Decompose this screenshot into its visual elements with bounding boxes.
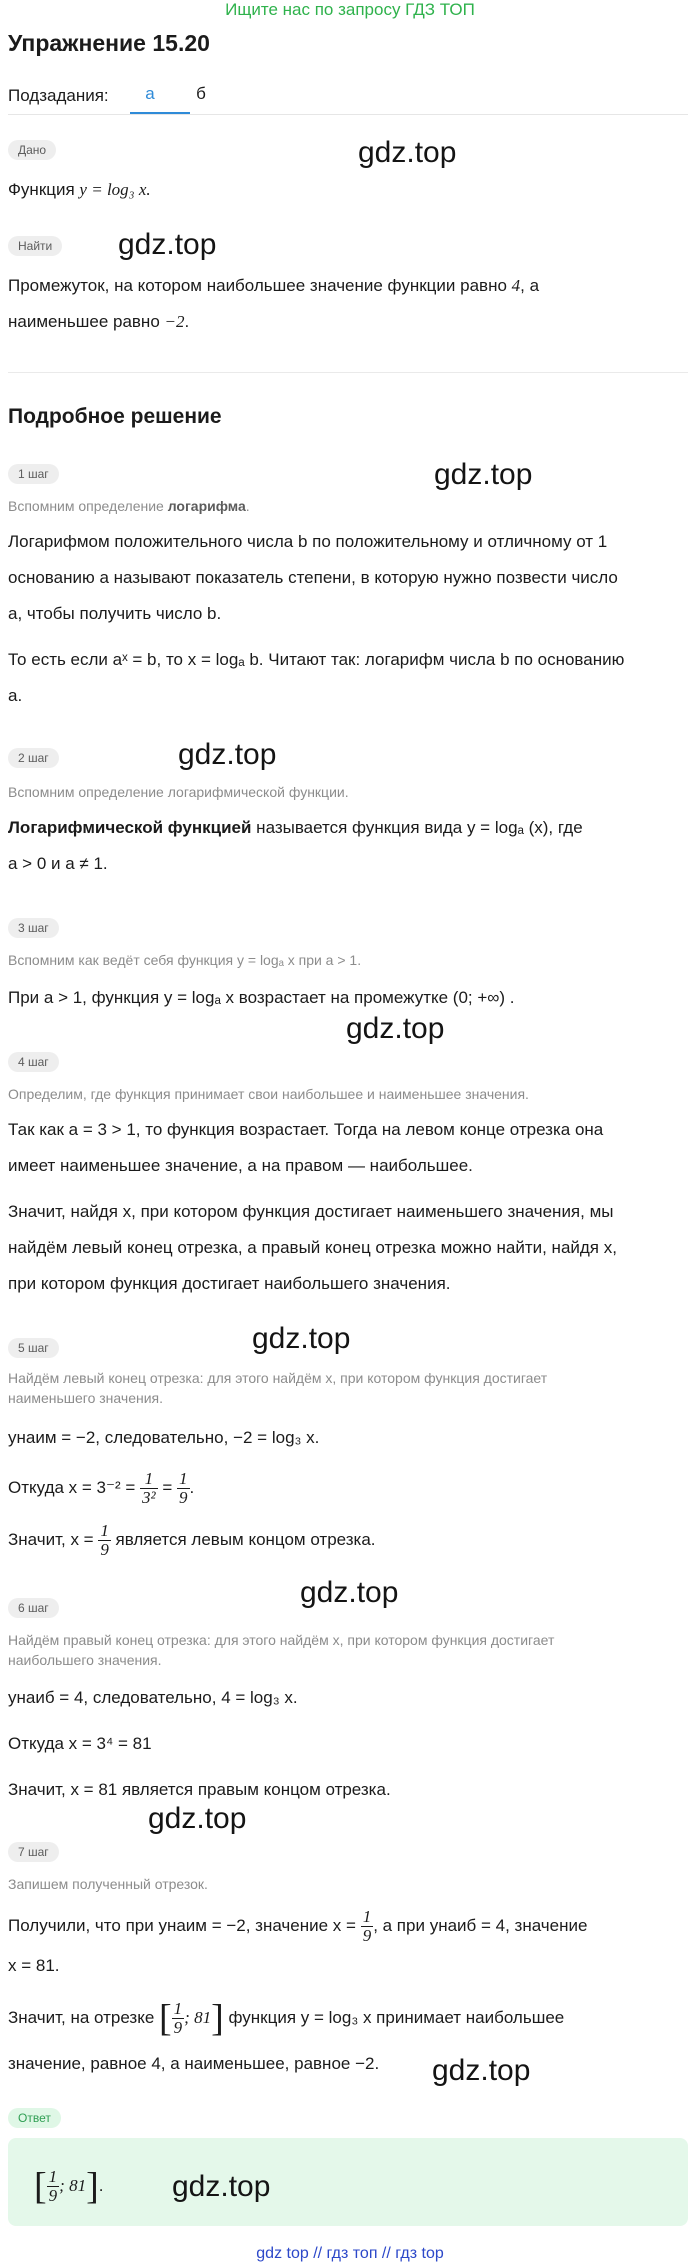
watermark: gdz.top [252,1322,351,1355]
watermark: gdz.top [118,228,217,261]
tabs-divider [8,114,688,115]
step-7-line-2: x = 81. [8,1956,60,1975]
step-1-line-3: a, чтобы получить число b. [8,604,222,623]
step-4-line-5: при котором функция достигает наибольшего значения. [8,1274,451,1293]
step-7-line-4: значение, равное 4, а наименьшее, равное −2. [8,2054,380,2073]
given-tag: Дано [8,140,56,160]
step-2-line-1: Логарифмической функцией называется функция вида y = logₐ (x), где [8,818,583,837]
find-line-1: Промежуток, на котором наибольшее значение функции равно 4, а [8,276,540,295]
step-4-line-4: найдём левый конец отрезка, а правый конец отрезка можно найти, найдя x, [8,1238,617,1257]
watermark: gdz.top [346,1012,445,1045]
step-5-line-1: yнаим = −2, следовательно, −2 = log₃ x. [8,1428,320,1447]
find-line-2: наименьшее равно −2. [8,312,190,331]
step-1-line-2: основанию a называют показатель степени, в которую нужно позвести число [8,568,618,587]
tab-a[interactable]: а [145,84,155,103]
step-1-tag: 1 шаг [8,464,59,484]
step-5-hint-1: Найдём левый конец отрезка: для этого найдём x, при котором функция достигает [8,1370,548,1386]
watermark: gdz.top [172,2170,271,2203]
step-5-line-2: Откуда x = 3⁻² = $\frac{1}{\text{3²}}$ = $\frac{1}{9}$ . [8,1469,195,1508]
step-7-line-3: Значит, на отрезке [ $\frac{1}{9}$ ; 81] функция y = log₃ x принимает наибольшее [8,1997,565,2040]
step-6-line-1: yнаиб = 4, следовательно, 4 = log₃ x. [8,1688,298,1707]
subtasks-label: Подзадания: [8,86,109,105]
watermark: gdz.top [432,2054,531,2087]
step-4-tag: 4 шаг [8,1052,59,1072]
page-title: Упражнение 15.20 [8,30,210,56]
step-7-line-1: Получили, что при yнаим = −2, значение x = $\frac{1}{9}$ , а при yнаиб = 4, значение [8,1907,588,1946]
step-4-line-2: имеет наименьшее значение, а на правом — наибольшее. [8,1156,473,1175]
step-3-hint: Вспомним как ведёт себя функция y = logₐ x при a > 1. [8,952,362,968]
footer-links[interactable]: gdz top // гдз топ // гдз top [256,2245,444,2262]
step-6-hint-1: Найдём правый конец отрезка: для этого найдём x, при котором функция достигает [8,1632,555,1648]
step-4-line-1: Так как a = 3 > 1, то функция возрастает. Тогда на левом конце отрезка она [8,1120,604,1139]
step-5-tag: 5 шаг [8,1338,59,1358]
tab-b[interactable]: б [196,84,206,103]
answer-tag: Ответ [8,2108,61,2128]
step-1-hint: Вспомним определение логарифма. [8,498,250,514]
step-6-line-2: Откуда x = 3⁴ = 81 [8,1734,152,1753]
step-1-line-4: То есть если aˣ = b, то x = logₐ b. Читают так: логарифм числа b по основанию [8,650,625,669]
watermark: gdz.top [434,458,533,491]
answer-value: [ $\frac{1}{9}$ ; 81]. [34,2165,104,2208]
step-3-line-1: При a > 1, функция y = logₐ x возрастает на промежутке (0; +∞) . [8,988,515,1007]
step-4-hint: Определим, где функция принимает свои наибольшее и наименьшее значения. [8,1086,529,1102]
step-5-line-3: Значит, x = $\frac{1}{9}$ является левым концом отрезка. [8,1521,376,1560]
step-5-hint-2: наименьшего значения. [8,1390,163,1406]
section-divider [8,372,688,373]
top-banner[interactable]: Ищите нас по запросу ГДЗ ТОП [225,0,475,19]
step-1-line-5: a. [8,686,23,705]
step-6-line-3: Значит, x = 81 является правым концом отрезка. [8,1780,391,1799]
step-2-line-2: a > 0 и a ≠ 1. [8,854,108,873]
solution-title: Подробное решение [8,405,222,428]
step-6-tag: 6 шаг [8,1598,59,1618]
step-1-line-1: Логарифмом положительного числа b по положительному и отличному от 1 [8,532,608,551]
step-4-line-3: Значит, найдя x, при котором функция достигает наименьшего значения, мы [8,1202,614,1221]
watermark: gdz.top [178,738,277,771]
step-3-tag: 3 шаг [8,918,59,938]
step-6-hint-2: наибольшего значения. [8,1652,162,1668]
answer-box [8,2138,688,2226]
step-2-hint: Вспомним определение логарифмической функции. [8,784,349,800]
step-7-hint: Запишем полученный отрезок. [8,1876,208,1892]
given-text: Функция y = log₃ x. [8,180,151,199]
watermark: gdz.top [148,1802,247,1835]
watermark: gdz.top [300,1576,399,1609]
step-7-tag: 7 шаг [8,1842,59,1862]
find-tag: Найти [8,236,62,256]
watermark: gdz.top [358,136,457,169]
step-2-tag: 2 шаг [8,748,59,768]
